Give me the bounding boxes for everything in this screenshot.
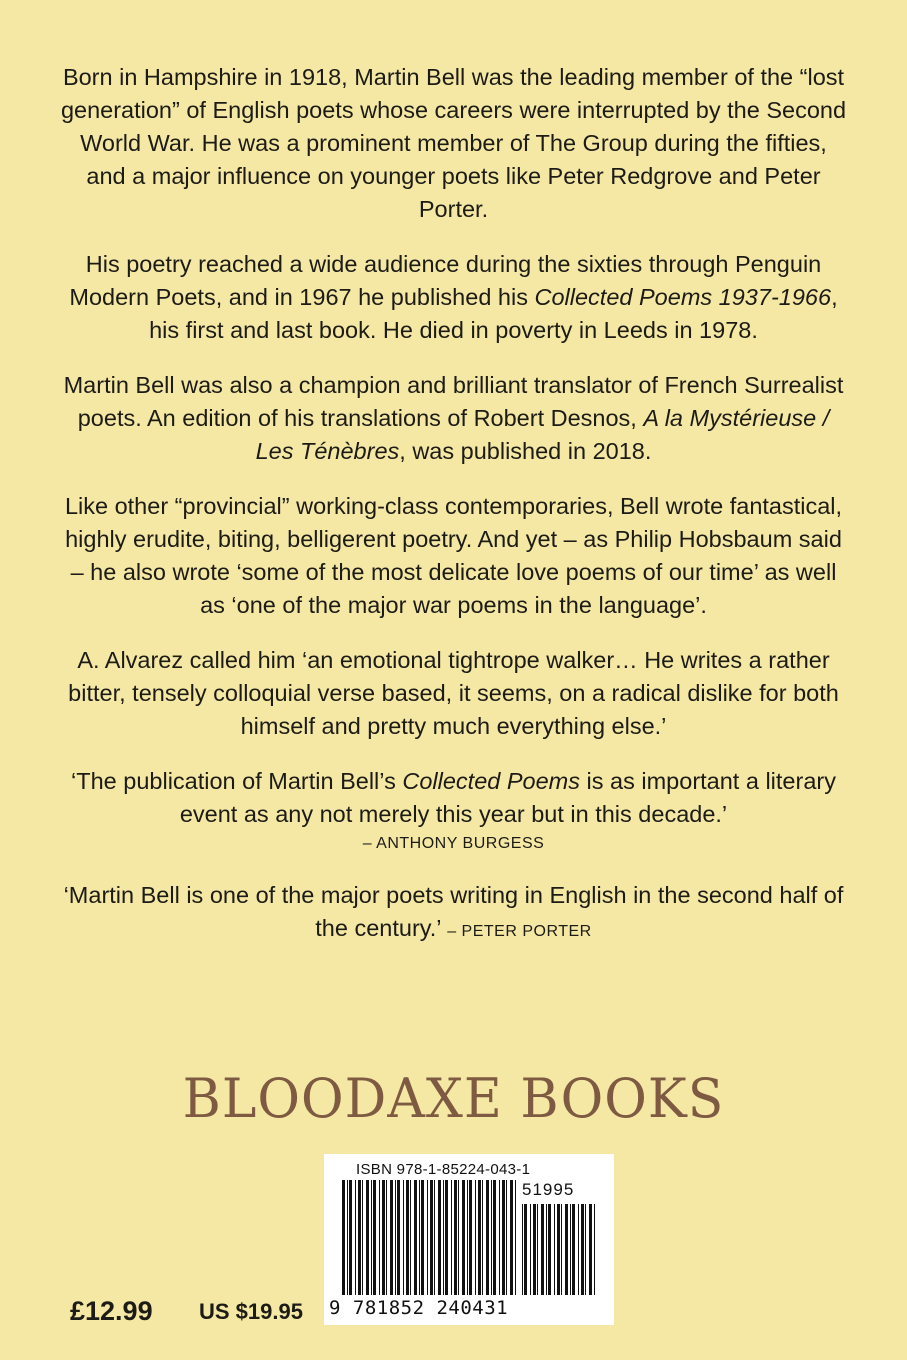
barcode-bar [557,1204,560,1295]
barcode-bar [358,1180,361,1295]
barcode-bar [443,1180,444,1295]
barcode-bar [589,1204,592,1295]
barcode-bar [462,1180,465,1295]
barcode-bar [467,1180,468,1295]
barcode-bar [458,1180,459,1295]
barcode-bar [349,1180,352,1295]
barcode-bar [434,1180,435,1295]
quote-burgess-attribution: – ANTHONY BURGESS [362,835,545,852]
quote-burgess [60,765,847,857]
barcode-bar [445,1180,448,1295]
barcode-digits: 9 781852 240431 [329,1297,509,1319]
blurb-paragraph-3-text-a: Martin Bell was also a champion and brilliant translator of French Surrealist poets. An edition of his translations of Robert Desnos, [63,372,844,431]
barcode-bar [482,1180,483,1295]
barcode-bar [533,1204,536,1295]
barcode-bar [570,1204,571,1295]
barcode-bar [373,1180,376,1295]
barcode-bar [397,1180,400,1295]
barcode-bar [499,1180,500,1295]
quote-porter-text: ‘Martin Bell is one of the major poets writing in English in the second half of the century.’ [63,882,844,941]
barcode-bar [427,1180,428,1295]
barcode-bar [522,1204,523,1295]
barcode-bar [541,1204,544,1295]
barcode-bar [548,1204,551,1295]
barcode-bar [475,1180,476,1295]
barcode-bar [366,1180,369,1295]
barcode-bar [438,1180,441,1295]
barcode-bar [510,1180,513,1295]
barcode-bar [491,1180,492,1295]
barcode-bar [342,1180,345,1295]
barcode-bar [382,1180,385,1295]
collected-poems-title: Collected Poems 1937-1966 [534,284,832,310]
price-gbp: £12.99 [70,1296,153,1326]
quote-burgess-text-b: is as important a literary event as any not merely this year but in this decade.’ [179,768,836,827]
blurb-paragraph-1: Born in Hampshire in 1918, Martin Bell was the leading member of the “lost generation” of English poets whose careers were interrupted by the Second World War. He was a prominent member of The Group during the fifties, and a major influence on younger poets like Peter Redgrove and Peter Porter. [60,64,847,222]
quote-burgess-title: Collected Poems [402,768,580,794]
barcode-bar [478,1180,481,1295]
barcode-bar [565,1204,568,1295]
barcode-bar [554,1204,555,1295]
blurb-paragraph-3 [60,369,847,468]
price-usd: US $19.95 [199,1299,303,1324]
quote-burgess-text-a: ‘The publication of Martin Bell’s [71,768,403,794]
barcode-bar [451,1180,452,1295]
barcode-bar [530,1204,531,1295]
quote-porter-attribution: – PETER PORTER [447,923,592,940]
barcode-price-code: 51995 [522,1180,575,1199]
quote-porter [60,879,847,948]
desnos-translation-title: A la Mystérieuse / Les Ténèbres [255,405,830,464]
barcode-bar [578,1204,579,1295]
barcode-bar [524,1204,527,1295]
isbn-label: ISBN 978-1-85224-043-1 [356,1161,531,1178]
barcode-bar [585,1204,586,1295]
barcode-bar [486,1180,489,1295]
back-cover-blurb [60,61,847,970]
blurb-paragraph-2-text-b: , his first and last book. He died in poverty in Leeds in 1978. [149,284,838,343]
blurb-paragraph-2-text-a: His poetry reached a wide audience during the sixties through Penguin Modern Poets, and in 1967 he published his [69,251,822,310]
barcode-bar [414,1180,417,1295]
barcode-bar [572,1204,575,1295]
barcode-bar [362,1180,363,1295]
publisher-logo: BLOODAXE BOOKS [182,1067,725,1131]
barcode-bar [469,1180,472,1295]
barcode-bar [454,1180,457,1295]
barcode-bar [506,1180,507,1295]
barcode-bar [403,1180,404,1295]
barcode-bar [419,1180,420,1295]
barcode-bar [515,1180,516,1295]
barcode-bar [406,1180,409,1295]
barcode-bar [581,1204,584,1295]
barcode-bar [347,1180,348,1295]
barcode-bar [430,1180,433,1295]
barcode-bar [395,1180,396,1295]
barcode-bar [355,1180,356,1295]
barcode-bar [594,1204,595,1295]
blurb-paragraph-4: Like other “provincial” working-class contemporaries, Bell wrote fantastical, highly erudite, biting, belligerent poetry. And yet – as Philip Hobsbaum said – he also wrote ‘some of the most delicate love poems of our time’ as well as ‘one of the major war poems in the language’. [64,493,843,618]
barcode-bar [386,1180,387,1295]
blurb-paragraph-5: A. Alvarez called him ‘an emotional tightrope walker… He writes a rather bitter, tensely colloquial verse based, it seems, on a radical dislike for both himself and pretty much everything else.’ [68,647,839,739]
blurb-paragraph-3-text-b: , was published in 2018. [399,438,652,464]
barcode-bar [421,1180,424,1295]
barcode-bar [379,1180,380,1295]
barcode-bar [561,1204,562,1295]
barcode-bar [371,1180,372,1295]
blurb-paragraph-2 [60,248,847,347]
barcode-bar [410,1180,411,1295]
barcode-bar [546,1204,547,1295]
barcode-bar [390,1180,393,1295]
barcode-bar [537,1204,538,1295]
barcode-panel [324,1154,614,1325]
barcode-bar [502,1180,505,1295]
barcode-bar [493,1180,496,1295]
